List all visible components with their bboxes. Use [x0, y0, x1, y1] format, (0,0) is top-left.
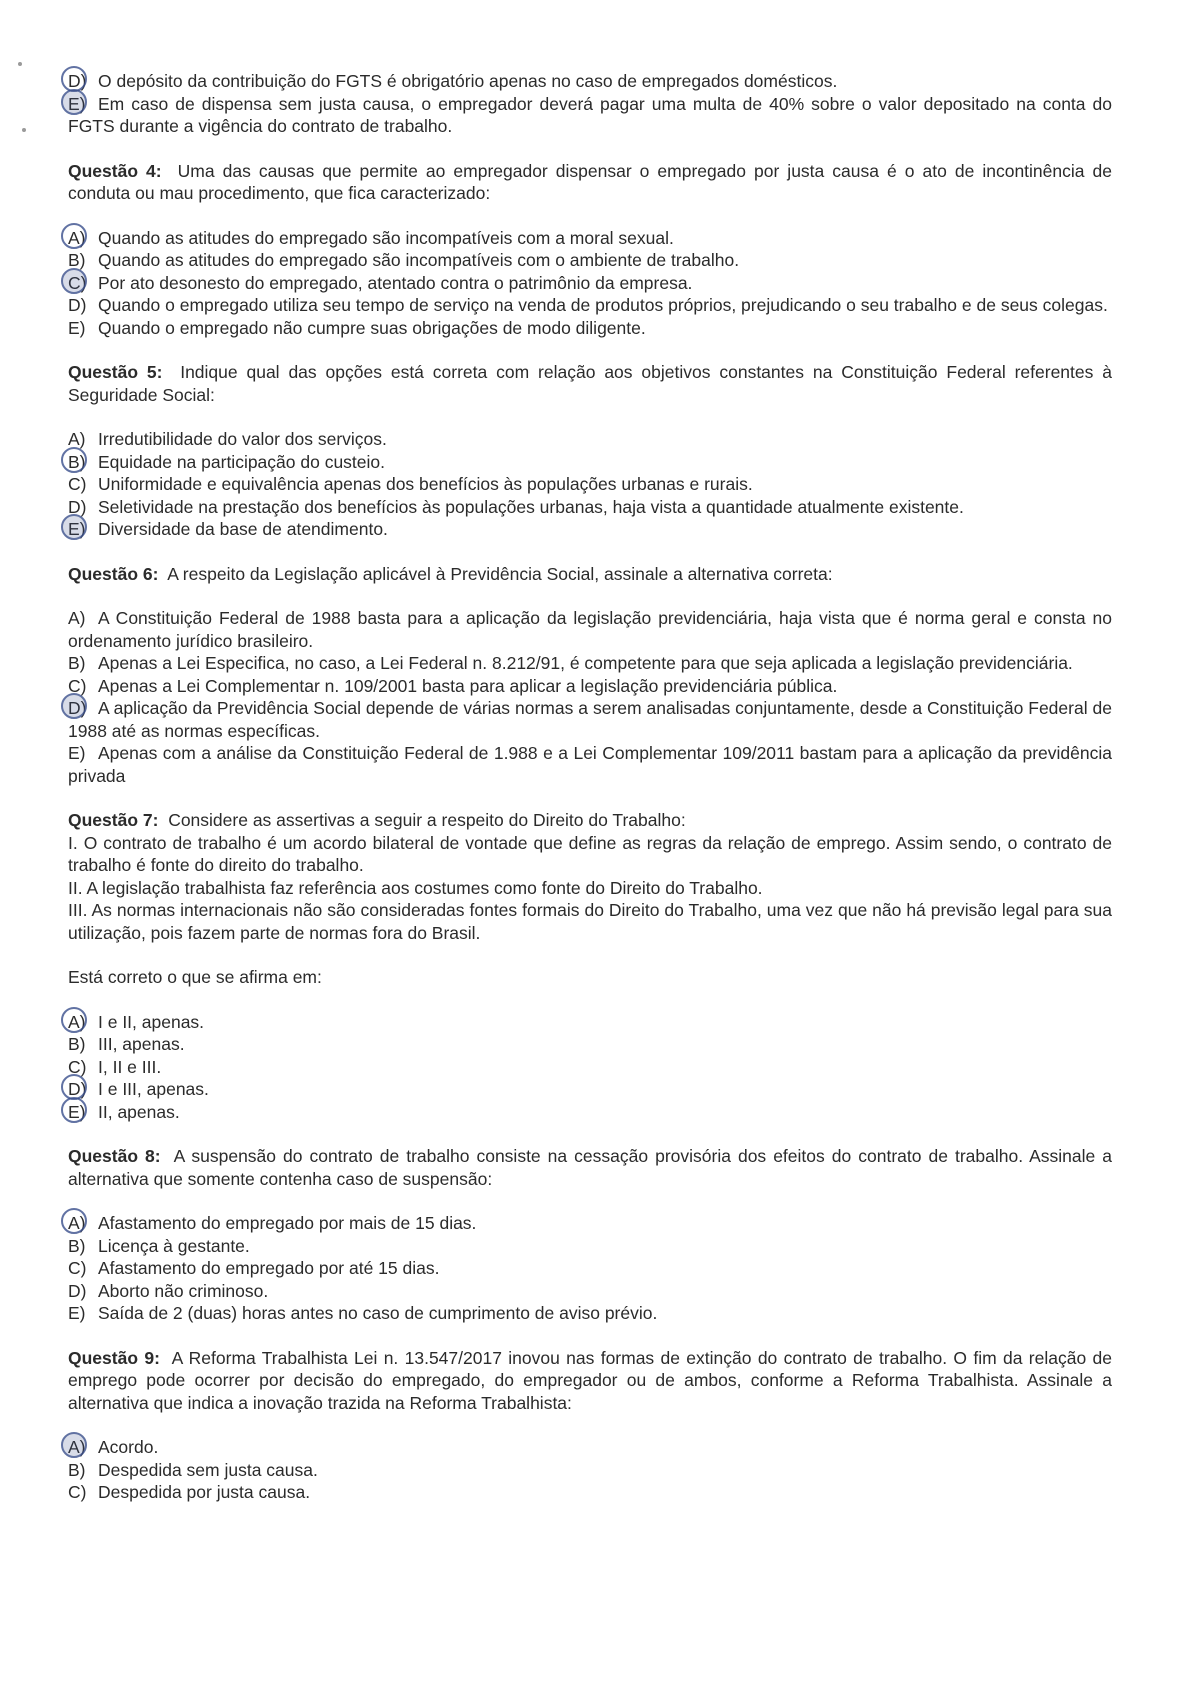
- option-text: Apenas a Lei Especifica, no caso, a Lei Federal n. 8.212/91, é competente para que seja aplicada a legislação previdenciária.: [98, 653, 1073, 673]
- option-d: [68, 294, 1112, 317]
- option-d: [68, 1280, 1112, 1303]
- handwritten-circle-mark: [61, 1007, 87, 1033]
- option-a: [68, 1436, 1112, 1459]
- option-b: [68, 652, 1112, 675]
- statement-1: I. O contrato de trabalho é um acordo bilateral de vontade que define as regras da relação de emprego. Assim sendo, o contrato de trabalho é fonte do direito do trabalho.: [68, 832, 1112, 875]
- option-letter: D): [68, 71, 87, 91]
- option-letter: A): [68, 1437, 86, 1457]
- option-letter: B): [68, 1235, 86, 1256]
- handwritten-circle-mark: [61, 447, 87, 473]
- option-b: [68, 1459, 1112, 1482]
- option-text: Em caso de dispensa sem justa causa, o empregador deverá pagar uma multa de 40% sobre o valor depositado na conta do FGTS durante a vigência do contrato de trabalho.: [68, 93, 1112, 136]
- option-letter: A): [68, 608, 86, 628]
- option-text: Despedida por justa causa.: [98, 1482, 311, 1502]
- option-letter: D): [68, 1079, 87, 1099]
- option-letter: C): [68, 675, 87, 696]
- option-text: II, apenas.: [98, 1101, 180, 1122]
- option-a: [68, 607, 1112, 652]
- handwritten-circle-mark: [61, 1432, 87, 1458]
- option-e: [68, 518, 1112, 541]
- option-letter: B): [68, 250, 86, 270]
- option-d: [68, 1078, 1112, 1101]
- statement-3: III. As normas internacionais não são consideradas fontes formais do Direito do Trabalho, uma vez que não há previsão legal para sua utilização, pois fazem parte de normas fora do Brasil.: [68, 900, 1112, 943]
- option-text: Quando as atitudes do empregado são incompatíveis com a moral sexual.: [98, 227, 674, 248]
- option-letter: D): [68, 496, 87, 517]
- option-text: Afastamento do empregado por até 15 dias.: [98, 1258, 440, 1278]
- option-c: [68, 675, 1112, 698]
- handwritten-circle-mark: [61, 223, 87, 249]
- option-letter: A): [68, 1213, 86, 1233]
- question-label: Questão 8:: [68, 1146, 161, 1166]
- option-text: Seletividade na prestação dos benefícios às populações urbanas, haja vista a quantidade atualmente existente.: [98, 496, 964, 517]
- question-label: Questão 5:: [68, 362, 163, 382]
- question-8: [68, 1145, 1112, 1190]
- option-b: [68, 451, 1112, 474]
- option-text: Despedida sem justa causa.: [98, 1459, 318, 1480]
- option-letter: C): [68, 1258, 87, 1278]
- option-b: [68, 249, 1112, 272]
- option-b: [68, 1235, 1112, 1258]
- handwritten-circle-mark: [61, 268, 87, 294]
- option-text: I e III, apenas.: [98, 1079, 209, 1099]
- option-a: [68, 1212, 1112, 1235]
- question-label: Questão 6:: [68, 563, 159, 584]
- option-text: I, II e III.: [98, 1056, 162, 1077]
- option-letter: E): [68, 1101, 86, 1122]
- option-c: [68, 272, 1112, 295]
- option-letter: E): [68, 93, 86, 114]
- option-d: [68, 496, 1112, 519]
- option-a: [68, 1011, 1112, 1034]
- option-text: I e II, apenas.: [98, 1011, 205, 1032]
- option-letter: C): [68, 1482, 87, 1502]
- question-9: [68, 1347, 1112, 1415]
- option-text: A aplicação da Previdência Social depende de várias normas a serem analisadas conjuntamente, desde a Constituição Federal de 1988 até as normas específicas.: [68, 698, 1112, 741]
- question-6: [68, 563, 1112, 586]
- option-d: [68, 697, 1112, 742]
- option-text: Saída de 2 (duas) horas antes no caso de cumprimento de aviso prévio.: [98, 1303, 658, 1323]
- option-text: Diversidade da base de atendimento.: [98, 519, 388, 539]
- option-text: Equidade na participação do custeio.: [98, 451, 386, 472]
- option-letter: A): [68, 1011, 86, 1032]
- question-text: Indique qual das opções está correta com relação aos objetivos constantes na Constituição Federal referentes à Seguridade Social:: [68, 362, 1112, 405]
- option-text: Quando o empregado não cumpre suas obrigações de modo diligente.: [98, 317, 646, 338]
- scan-speck: [18, 62, 22, 66]
- question-5: [68, 361, 1112, 406]
- option-text: Uniformidade e equivalência apenas dos benefícios às populações urbanas e rurais.: [98, 474, 753, 494]
- option-letter: B): [68, 451, 86, 472]
- option-letter: A): [68, 429, 86, 449]
- question-text: A Reforma Trabalhista Lei n. 13.547/2017 inovou nas formas de extinção do contrato de trabalho. O fim da relação de emprego pode ocorrer por decisão do empregado, do empregador ou de ambos, conforme a Reforma Trabalhista. Assinale a alternativa que indica a inovação trazida na Reforma Trabalhista:: [68, 1347, 1112, 1413]
- handwritten-circle-mark: [61, 514, 87, 540]
- option-letter: C): [68, 474, 87, 494]
- option-letter: E): [68, 1303, 86, 1323]
- scan-speck: [22, 128, 26, 132]
- question-label: Questão 4:: [68, 160, 162, 181]
- question-7: [68, 809, 1112, 832]
- option-letter: E): [68, 519, 86, 539]
- question-prompt: Está correto o que se afirma em:: [68, 967, 322, 987]
- option-e: [68, 93, 1112, 138]
- option-letter: D): [68, 295, 87, 315]
- handwritten-circle-mark: [61, 89, 87, 115]
- handwritten-circle-mark: [61, 1208, 87, 1234]
- option-c: [68, 473, 1112, 496]
- statement-2: II. A legislação trabalhista faz referência aos costumes como fonte do Direito do Trabalho.: [68, 877, 763, 898]
- option-e: [68, 317, 1112, 340]
- question-label: Questão 9:: [68, 1347, 160, 1368]
- option-text: Apenas a Lei Complementar n. 109/2001 basta para aplicar a legislação previdenciária pública.: [98, 675, 838, 696]
- option-text: Apenas com a análise da Constituição Federal de 1.988 e a Lei Complementar 109/2011 bastam para a aplicação da previdência privada: [68, 743, 1112, 786]
- option-letter: E): [68, 317, 86, 338]
- question-label: Questão 7:: [68, 810, 159, 830]
- handwritten-circle-mark: [61, 693, 87, 719]
- option-e: [68, 1302, 1112, 1325]
- option-text: Irredutibilidade do valor dos serviços.: [98, 429, 387, 449]
- question-text: A suspensão do contrato de trabalho consiste na cessação provisória dos efeitos do contrato de trabalho. Assinale a alternativa que somente contenha caso de suspensão:: [68, 1146, 1112, 1189]
- option-text: III, apenas.: [98, 1034, 185, 1054]
- option-text: Quando as atitudes do empregado são incompatíveis com o ambiente de trabalho.: [98, 250, 740, 270]
- handwritten-circle-mark: [61, 1097, 87, 1123]
- option-c: [68, 1056, 1112, 1079]
- option-a: [68, 428, 1112, 451]
- option-letter: C): [68, 272, 87, 293]
- option-c: [68, 1481, 1112, 1504]
- question-text: A respeito da Legislação aplicável à Previdência Social, assinale a alternativa correta:: [167, 563, 833, 584]
- question-text: Uma das causas que permite ao empregador dispensar o empregado por justa causa é o ato de incontinência de conduta ou mau procedimento, que fica caracterizado:: [68, 160, 1112, 203]
- option-text: Licença à gestante.: [98, 1235, 250, 1256]
- option-letter: B): [68, 1034, 86, 1054]
- option-letter: A): [68, 227, 86, 248]
- option-text: Acordo.: [98, 1437, 159, 1457]
- option-b: [68, 1033, 1112, 1056]
- option-text: Aborto não criminoso.: [98, 1280, 269, 1301]
- option-letter: D): [68, 698, 87, 718]
- option-d: [68, 70, 1112, 93]
- option-letter: E): [68, 743, 86, 763]
- option-letter: D): [68, 1280, 87, 1301]
- option-text: Por ato desonesto do empregado, atentado contra o patrimônio da empresa.: [98, 272, 693, 293]
- option-text: O depósito da contribuição do FGTS é obrigatório apenas no caso de empregados domésticos.: [98, 71, 838, 91]
- option-letter: B): [68, 1459, 86, 1480]
- option-text: Afastamento do empregado por mais de 15 dias.: [98, 1213, 477, 1233]
- option-c: [68, 1257, 1112, 1280]
- option-text: Quando o empregado utiliza seu tempo de serviço na venda de produtos próprios, prejudicando o seu trabalho e de seus colegas.: [98, 295, 1108, 315]
- option-e: [68, 742, 1112, 787]
- option-letter: C): [68, 1056, 87, 1077]
- option-letter: B): [68, 653, 86, 673]
- option-e: [68, 1101, 1112, 1124]
- option-a: [68, 227, 1112, 250]
- option-text: A Constituição Federal de 1988 basta para a aplicação da legislação previdenciária, haja vista que é norma geral e consta no ordenamento jurídico brasileiro.: [68, 608, 1112, 651]
- question-4: [68, 160, 1112, 205]
- question-text: Considere as assertivas a seguir a respeito do Direito do Trabalho:: [168, 810, 686, 830]
